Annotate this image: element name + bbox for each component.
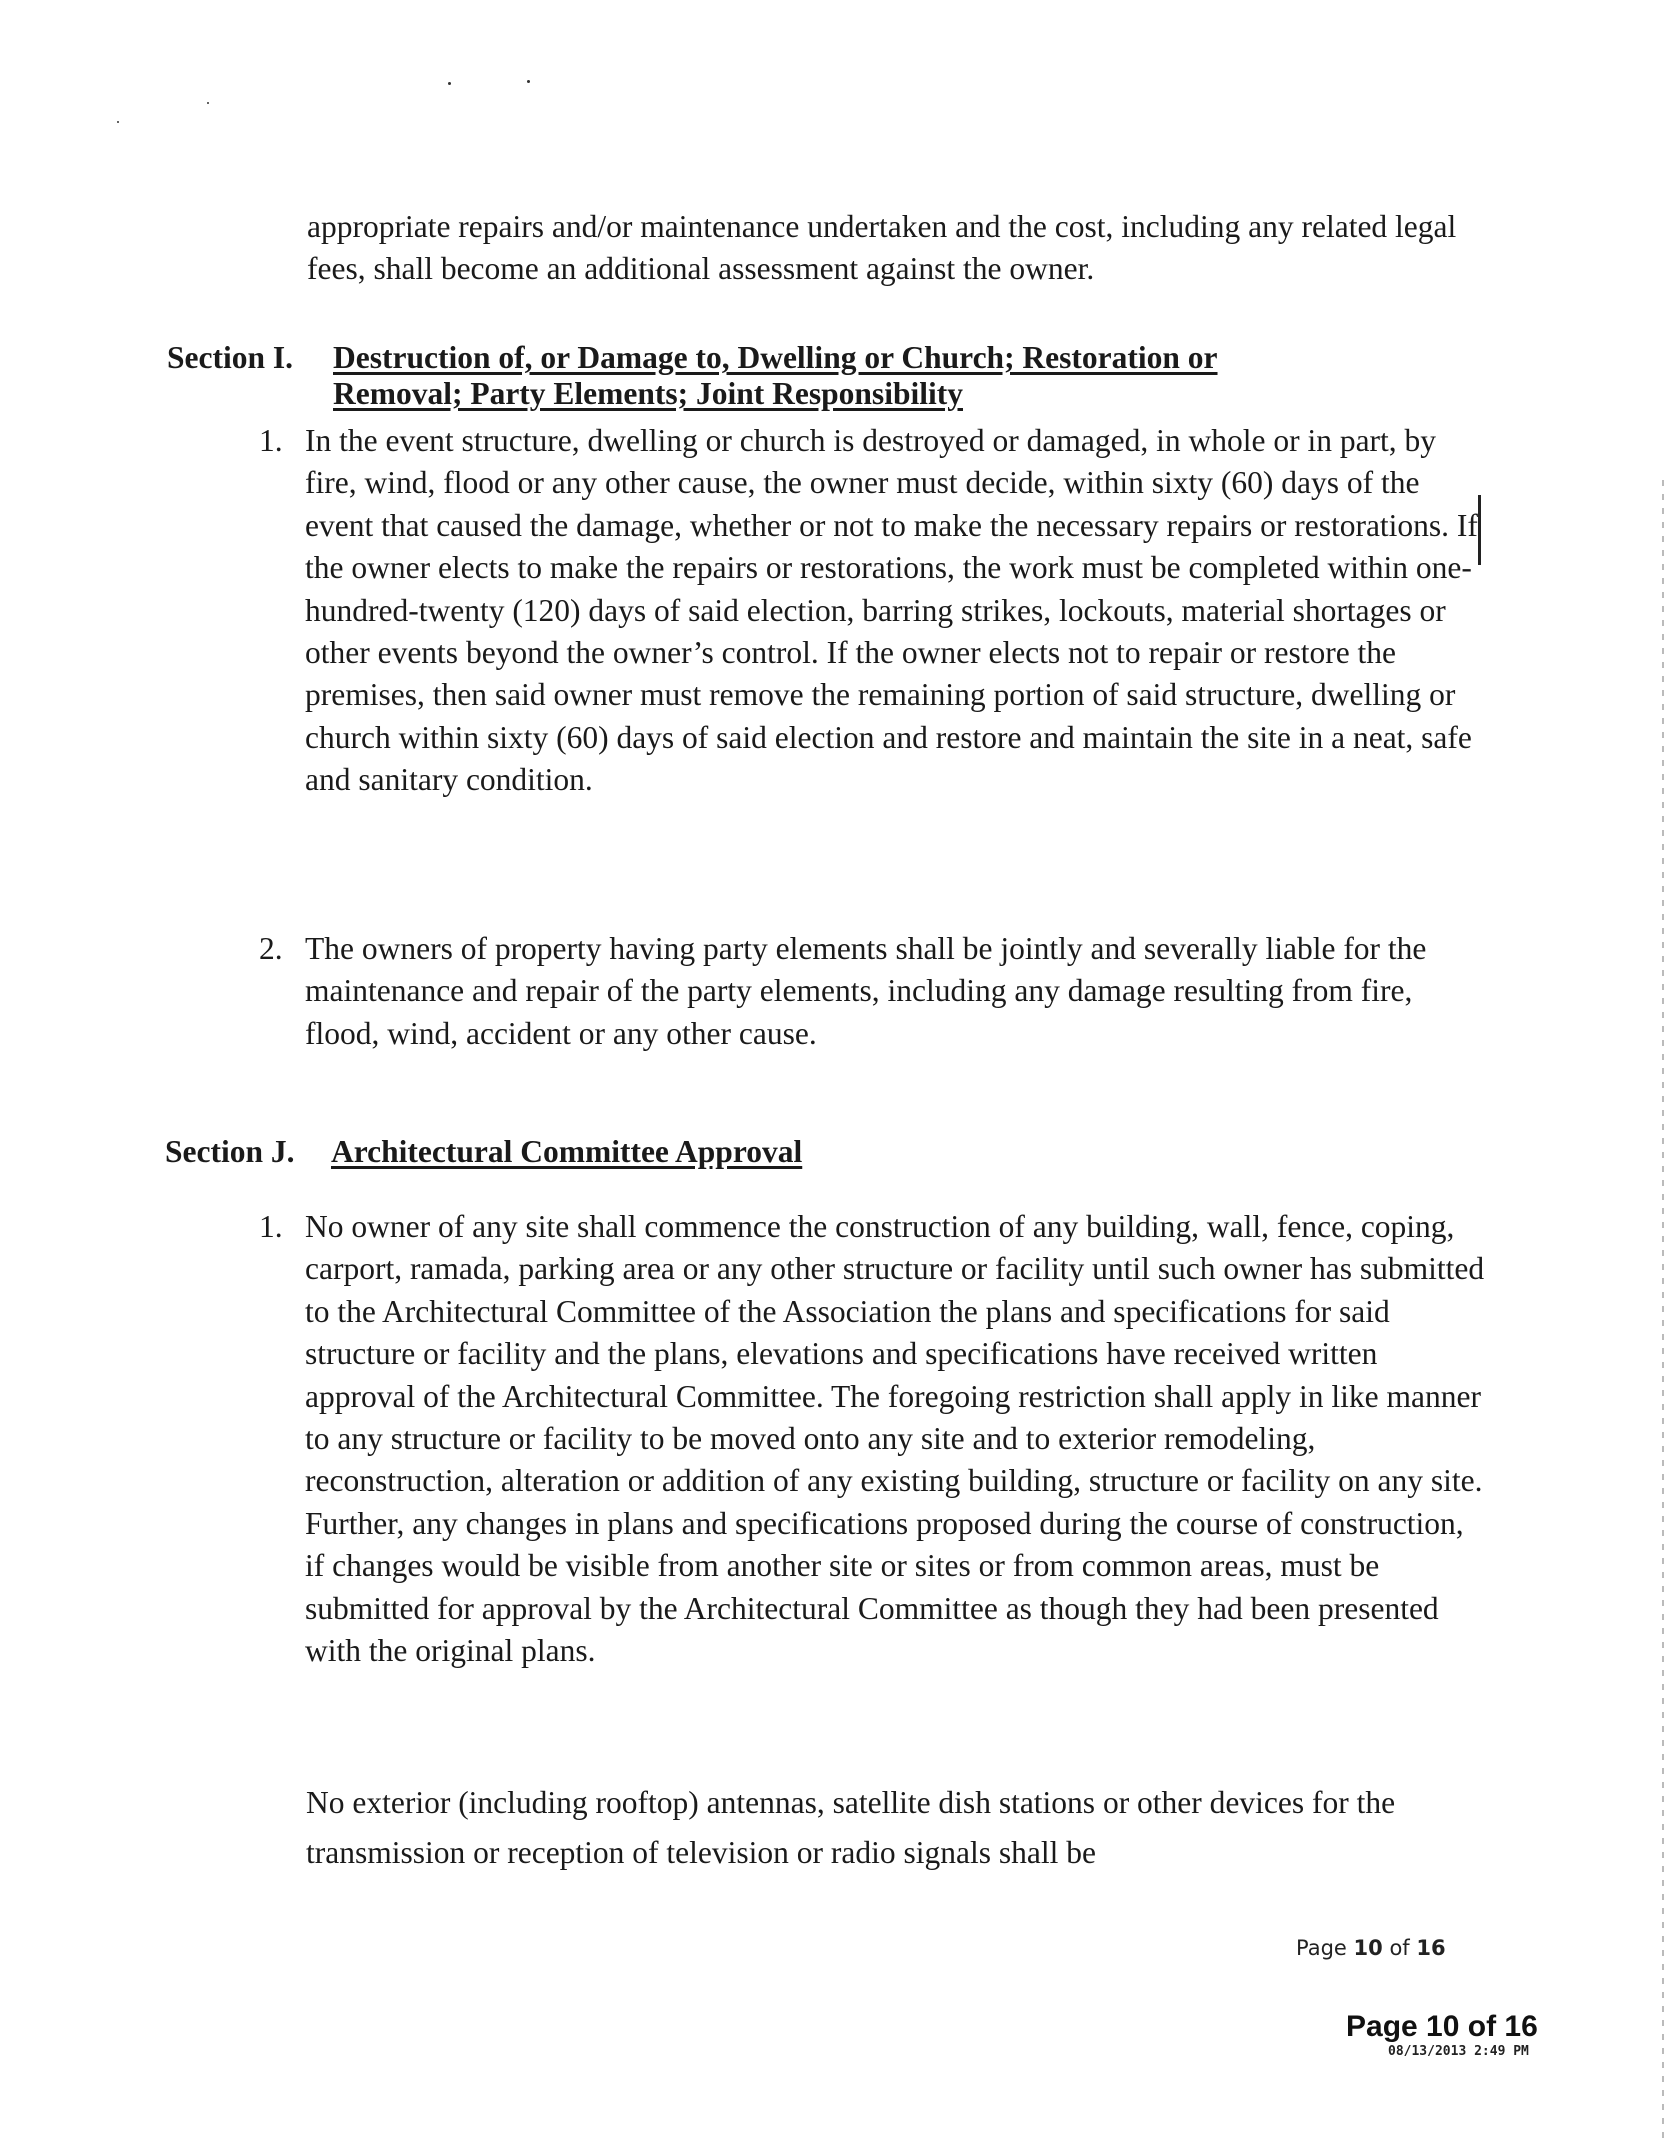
page-current: 10 [1353,1936,1383,1960]
timestamp: 08/13/2013 2:49 PM [1388,2044,1529,2059]
page-of: of [1389,1936,1410,1960]
scan-speck [448,82,451,85]
section-j-title: Architectural Committee Approval [331,1134,803,1169]
section-i-heading [167,340,1467,412]
scan-speck [117,121,119,123]
page-number-stamp: Page 10 of 16 [1346,2010,1538,2043]
section-j-label: Section J. [165,1134,295,1169]
section-i-title-line2-text: Removal; Party Elements; Joint Responsibility [333,376,963,411]
scan-speck [207,102,209,104]
item-number: 1. [259,1209,283,1244]
page-number-inner [1296,1936,1446,1960]
section-j-paragraph-2: No exterior (including rooftop) antennas, satellite dish stations or other devices for the transmission or reception of television or radio signals shall be [306,1785,1396,1870]
item-number: 2. [259,931,283,966]
scan-speck [527,80,530,83]
section-i-title-line1: Destruction of, or Damage to, Dwelling or Church; Restoration or [333,340,1218,375]
item-number: 1. [259,423,283,458]
continuation-paragraph: appropriate repairs and/or maintenance undertaken and the cost, including any related legal fees, shall become an additional assessment against the owner. [307,209,1457,287]
section-j-heading [165,1134,1465,1170]
item-text: The owners of property having party elements shall be jointly and severally liable for the maintenance and repair of the party elements, including any damage resulting from fire, flood, wind, accident or any other cause. [305,931,1427,1051]
section-i-label: Section I. [167,340,293,375]
item-text: In the event structure, dwelling or church is destroyed or damaged, in whole or in part, by fire, wind, flood or any other cause, the owner must decide, within sixty (60) days of the event that caused the damage, whether or not to make the necessary repairs or restorations. If the owner elects to make the repairs or restorations, the work must be completed within one-hundred-twenty (120) days of said election, barring strikes, lockouts, material shortages or other events beyond the owner’s control. If the owner elects not to repair or restore the premises, then said owner must remove the remaining portion of said structure, dwelling or church within sixty (60) days of said election and restore and maintain the site in a neat, safe and sanitary condition. [305,423,1478,798]
page-total: 16 [1416,1936,1446,1960]
page-label: Page [1296,1936,1347,1960]
section-i-title-line2 [167,376,1467,412]
item-text: No owner of any site shall commence the construction of any building, wall, fence, coping, carport, ramada, parking area or any other structure or facility until such owner has submitted to the Architectural Committee of the Association the plans and specifications for said structure or facility and the plans, elevations and specifications have received written approval of the Architectural Committee. The foregoing restriction shall apply in like manner to any structure or facility to be moved onto any site and to exterior remodeling, reconstruction, alteration or addition of any existing building, structure or facility on any site. Further, any changes in plans and specifications proposed during the course of construction, if changes would be visible from another site or sites or from common areas, must be submitted for approval by the Architectural Committee as though they had been presented with the original plans. [305,1209,1485,1669]
